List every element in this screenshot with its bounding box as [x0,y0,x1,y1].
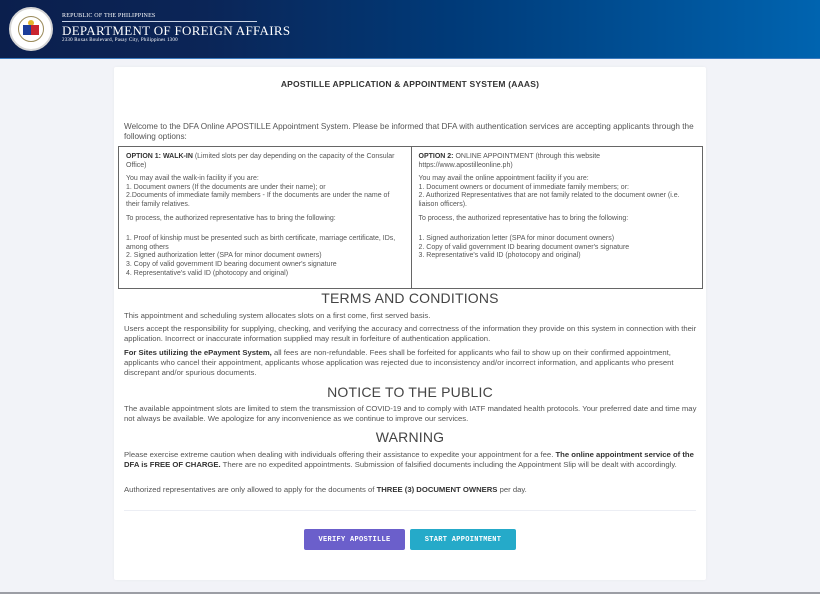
divider [124,510,696,511]
eligibility-item: 1. Document owners or document of immediate family members; or: [418,183,629,191]
main-card [114,67,706,580]
notice-text: The available appointment slots are limited to stem the transmission of COVID-19 and to comply with IATF mandated health protocols. Your preferred date and time may not always be available. We apologize for any inconvenience as we continue to improve our services. [124,404,697,423]
requirement-item: 3. Copy of valid government ID bearing document owner's signature [126,260,337,268]
requirements-list [419,235,696,261]
page-title: APOSTILLE APPLICATION & APPOINTMENT SYSTEM (AAAS) [280,79,540,89]
seal-emblem [18,16,44,42]
eligibility-list [419,175,696,209]
warning-paragraph-1 [124,450,699,470]
requirements-list [126,235,404,278]
option-heading [126,153,404,170]
site-header [0,0,820,59]
requirement-item: 1. Proof of kinship must be presented such as birth certificate, marriage certificate, IDs, among others [126,235,396,251]
option-label-note: ONLINE APPOINTMENT (through this website https://www.apostilleonline.ph) [418,153,601,169]
warning-text: Authorized representatives are only allowed to apply for the documents of [124,485,377,494]
start-appointment-button[interactable]: START APPOINTMENT [410,529,516,550]
warning-text: There are no expedited appointments. Submission of falsified documents including the Appointment Slip will be dealt with accordingly. [220,460,677,469]
option-online [411,147,703,288]
eligibility-item: 1. Document owners (If the documents are under their name); or [126,183,326,191]
verify-apostille-button[interactable]: VERIFY APOSTILLE [304,529,405,550]
eligibility-list [126,175,404,209]
option-label-note: (Limited slots per day depending on the capacity of the Consular Office) [126,153,395,169]
requirement-item: 4. Representative's valid ID (photocopy and original) [126,269,289,277]
eligibility-intro: You may avail the online appointment facility if you are: [418,175,589,183]
process-intro: To process, the authorized representative has to bring the following: [418,214,629,222]
terms-paragraph-3 [124,348,699,378]
notice-heading: NOTICE TO THE PUBLIC [327,384,493,400]
requirement-item: 1. Signed authorization letter (SPA for minor document owners) [418,235,615,243]
warning-text: Please exercise extreme caution when dealing with individuals offering their assistance to expedite your appointment for a fee. [124,450,556,459]
options-table [118,146,703,289]
terms-paragraph-1: This appointment and scheduling system allocates slots on a first come, first served basis. [124,311,431,320]
header-branding [62,13,290,44]
warning-paragraph-2 [124,485,699,495]
dfa-seal-icon [9,7,53,51]
eligibility-intro: You may avail the walk-in facility if you are: [126,175,259,183]
requirement-item: 2. Signed authorization letter (SPA for minor document owners) [126,252,322,260]
requirement-item: 2. Copy of valid government ID bearing document owner's signature [418,243,630,251]
eligibility-item: 2.Documents of immediate family members - If the documents are under the name of their family relatives. [126,192,390,208]
warning-heading: WARNING [375,429,445,445]
option-heading [419,153,696,170]
warning-owners-bold: THREE (3) DOCUMENT OWNERS [376,485,498,494]
terms-epayment-bold: For Sites utilizing the ePayment System, [124,348,272,357]
header-address: 2330 Roxas Boulevard, Pasay City, Philippines 1300 [62,38,178,43]
terms-epayment-text: all fees are non-refundable. Fees shall be forfeited for applicants who fail to show up on their confirmed appointment, applicants who cancel their appointment, applicants whose application was rejected due to inconsistency and/or incorrect information, and applicants who present discrepant and/or spurious documents. [124,348,674,377]
option-label: OPTION 2: [418,153,454,160]
requirement-item: 3. Representative's valid ID (photocopy and original) [418,252,581,260]
seal-red-field [31,25,39,35]
warning-free-bold: The online appointment service of the DFA is FREE OF CHARGE. [124,450,694,469]
terms-paragraph-2: Users accept the responsibility for supplying, checking, and verifying the accuracy and correctness of the information they provide on this system in connection with their application. Incorrect or inaccurate information supplied may result in forfeiture of authentication application. [124,324,697,343]
terms-heading: TERMS AND CONDITIONS [321,290,499,306]
option-walk-in [119,147,411,288]
header-department: DEPARTMENT OF FOREIGN AFFAIRS [62,23,291,38]
seal-blue-field [23,25,31,35]
eligibility-item: 2. Authorized Representatives that are not family related to the document owner (i.e. liaison officers). [418,192,680,208]
warning-text: per day. [497,485,527,494]
welcome-text: Welcome to the DFA Online APOSTILLE Appointment System. Please be informed that DFA with authentication services are accepting applicants through the following options: [124,122,694,141]
option-label: OPTION 1: WALK-IN [126,153,193,160]
header-republic: REPUBLIC OF THE PHILIPPINES [62,13,257,22]
process-intro: To process, the authorized representative has to bring the following: [126,214,336,222]
